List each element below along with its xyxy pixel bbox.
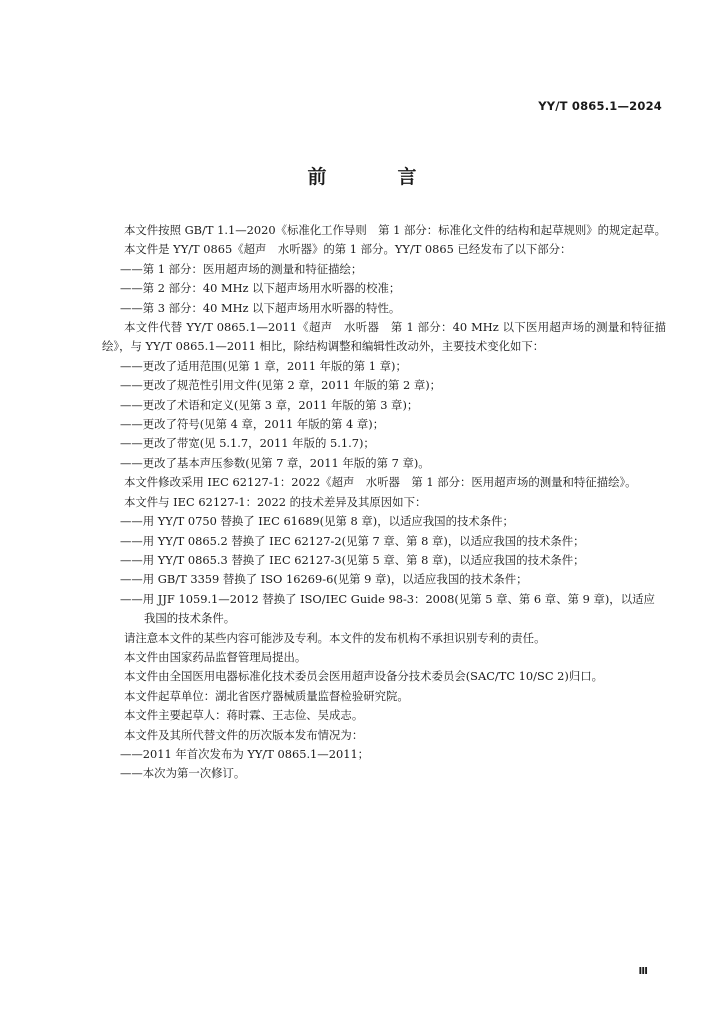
paragraph: 本文件由国家药品监督管理局提出。 xyxy=(124,649,307,664)
list-item: ——第 1 部分：医用超声场的测量和特征描绘； xyxy=(120,261,363,276)
page-number: Ⅲ xyxy=(638,966,648,977)
list-item: ——第 3 部分：40 MHz 以下超声场用水听器的特性。 xyxy=(120,300,401,315)
paragraph: 本文件起草单位：湖北省医疗器械质量监督检验研究院。 xyxy=(124,688,409,703)
list-item: ——第 2 部分：40 MHz 以下超声场用水听器的校准； xyxy=(120,281,401,296)
list-item: ——2011 年首次发布为 YY/T 0865.1—2011； xyxy=(120,746,370,761)
list-item: ——更改了适用范围(见第 1 章，2011 年版的第 1 章)； xyxy=(120,358,407,373)
paragraph: 本文件代替 YY/T 0865.1—2011《超声 水听器 第 1 部分：40 MHz 以下医用超声场的测量和特征描绘》，与 YY/T 0865.1—2011 相比，除结构调整和编辑性改动外，主要技术变化如下： xyxy=(102,320,666,354)
list-item: ——用 YY/T 0865.2 替换了 IEC 62127-2(见第 7 章、第 8 章)，以适应我国的技术条件； xyxy=(120,533,585,548)
list-item: ——用 GB/T 3359 替换了 ISO 16269-6(见第 9 章)，以适应我国的技术条件； xyxy=(120,572,528,587)
paragraph: 本文件及其所代替文件的历次版本发布情况为： xyxy=(124,727,364,742)
page-title: 前 言 xyxy=(307,166,443,188)
list-item: ——更改了带宽(见 5.1.7，2011 年版的 5.1.7)； xyxy=(120,436,375,451)
paragraph: 本文件按照 GB/T 1.1—2020《标准化工作导则 第 1 部分：标准化文件的结构和起草规则》的规定起草。 xyxy=(124,223,666,237)
list-item: ——更改了基本声压参数(见第 7 章，2011 年版的第 7 章)。 xyxy=(120,455,430,470)
paragraph: 本文件与 IEC 62127-1：2022 的技术差异及其原因如下： xyxy=(124,494,427,509)
list-item: ——用 JJF 1059.1—2012 替换了 ISO/IEC Guide 98-3：2008(见第 5 章、第 6 章、第 9 章)，以适应我国的技术条件。 xyxy=(120,591,655,626)
standard-code: YY/T 0865.1—2024 xyxy=(538,99,662,113)
list-item: ——用 YY/T 0865.3 替换了 IEC 62127-3(见第 5 章、第 8 章)，以适应我国的技术条件； xyxy=(120,552,585,567)
paragraph: 本文件是 YY/T 0865《超声 水听器》的第 1 部分。YY/T 0865 已经发布了以下部分： xyxy=(124,242,572,257)
paragraph: 本文件由全国医用电器标准化技术委员会医用超声设备分技术委员会(SAC/TC 10/SC 2)归口。 xyxy=(124,669,604,684)
list-item: ——本次为第一次修订。 xyxy=(120,766,246,781)
list-item: ——用 YY/T 0750 替换了 IEC 61689(见第 8 章)，以适应我国的技术条件； xyxy=(120,514,514,529)
paragraph: 本文件主要起草人：蒋时霖、王志俭、吴成志。 xyxy=(124,708,364,723)
list-item: ——更改了规范性引用文件(见第 2 章，2011 年版的第 2 章)； xyxy=(120,378,442,393)
foreword-body xyxy=(102,221,666,784)
list-item: ——更改了符号(见第 4 章，2011 年版的第 4 章)； xyxy=(120,417,385,432)
paragraph: 请注意本文件的某些内容可能涉及专利。本文件的发布机构不承担识别专利的责任。 xyxy=(124,630,546,645)
list-item: ——更改了术语和定义(见第 3 章，2011 年版的第 3 章)； xyxy=(120,397,419,412)
paragraph: 本文件修改采用 IEC 62127-1：2022《超声 水听器 第 1 部分：医用超声场的测量和特征描绘》。 xyxy=(124,475,637,490)
